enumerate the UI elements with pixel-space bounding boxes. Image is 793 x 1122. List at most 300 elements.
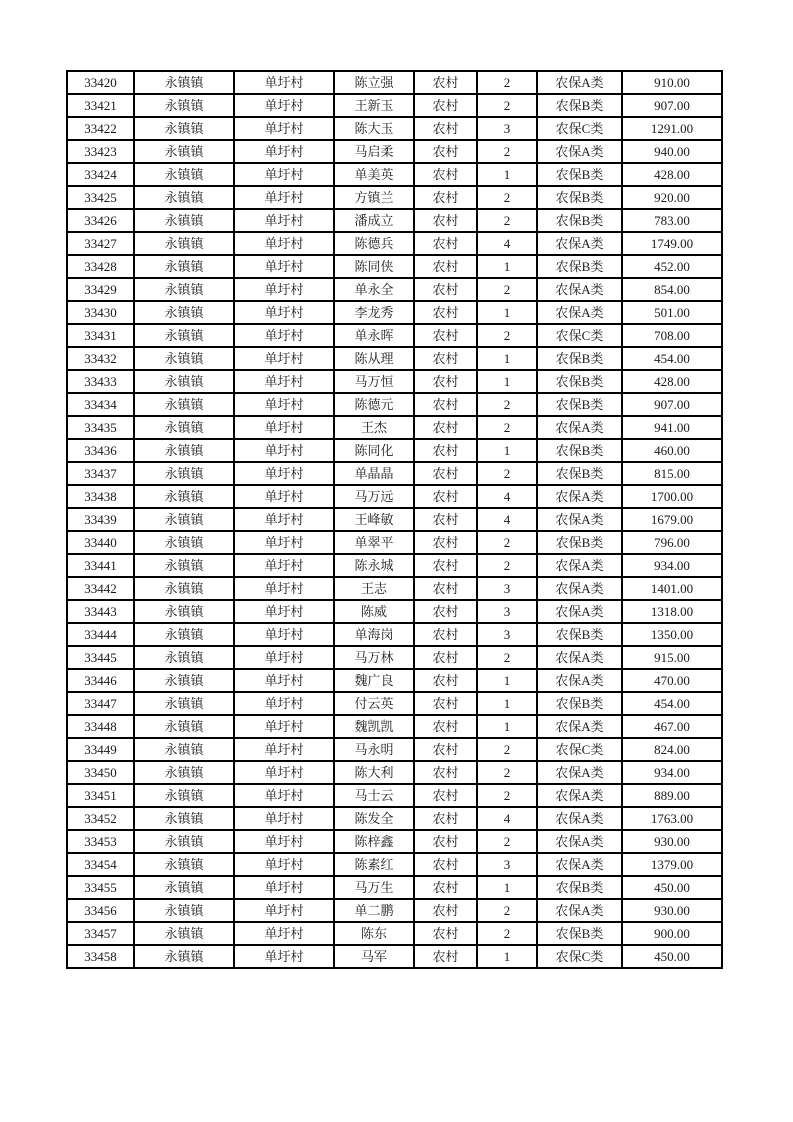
cell-count: 1 <box>477 301 537 324</box>
cell-id: 33448 <box>67 715 134 738</box>
cell-village: 单圩村 <box>234 71 334 94</box>
cell-count: 1 <box>477 347 537 370</box>
cell-category: 农保C类 <box>537 945 622 968</box>
cell-category: 农保B类 <box>537 393 622 416</box>
cell-amount: 1401.00 <box>622 577 722 600</box>
cell-residence: 农村 <box>414 140 477 163</box>
cell-amount: 796.00 <box>622 531 722 554</box>
cell-amount: 910.00 <box>622 71 722 94</box>
cell-town: 永镇镇 <box>134 830 234 853</box>
cell-count: 2 <box>477 738 537 761</box>
cell-id: 33441 <box>67 554 134 577</box>
cell-town: 永镇镇 <box>134 508 234 531</box>
cell-id: 33457 <box>67 922 134 945</box>
cell-category: 农保C类 <box>537 738 622 761</box>
cell-village: 单圩村 <box>234 462 334 485</box>
cell-category: 农保A类 <box>537 669 622 692</box>
table-row <box>67 347 722 370</box>
cell-town: 永镇镇 <box>134 439 234 462</box>
cell-category: 农保A类 <box>537 508 622 531</box>
table-row <box>67 370 722 393</box>
table-row <box>67 163 722 186</box>
cell-village: 单圩村 <box>234 945 334 968</box>
cell-village: 单圩村 <box>234 554 334 577</box>
cell-village: 单圩村 <box>234 301 334 324</box>
table-body <box>67 71 722 968</box>
cell-id: 33425 <box>67 186 134 209</box>
cell-residence: 农村 <box>414 393 477 416</box>
cell-village: 单圩村 <box>234 669 334 692</box>
cell-village: 单圩村 <box>234 416 334 439</box>
table-row <box>67 669 722 692</box>
cell-village: 单圩村 <box>234 324 334 347</box>
cell-residence: 农村 <box>414 531 477 554</box>
cell-residence: 农村 <box>414 462 477 485</box>
cell-residence: 农村 <box>414 899 477 922</box>
cell-amount: 454.00 <box>622 692 722 715</box>
cell-count: 3 <box>477 577 537 600</box>
cell-category: 农保A类 <box>537 853 622 876</box>
cell-residence: 农村 <box>414 876 477 899</box>
cell-id: 33450 <box>67 761 134 784</box>
cell-category: 农保A类 <box>537 232 622 255</box>
cell-town: 永镇镇 <box>134 370 234 393</box>
cell-village: 单圩村 <box>234 807 334 830</box>
table-row <box>67 416 722 439</box>
cell-residence: 农村 <box>414 692 477 715</box>
cell-count: 2 <box>477 278 537 301</box>
table-row <box>67 623 722 646</box>
table-row <box>67 94 722 117</box>
cell-village: 单圩村 <box>234 531 334 554</box>
cell-residence: 农村 <box>414 232 477 255</box>
table-row <box>67 577 722 600</box>
cell-residence: 农村 <box>414 370 477 393</box>
cell-residence: 农村 <box>414 439 477 462</box>
cell-count: 2 <box>477 209 537 232</box>
table-row <box>67 485 722 508</box>
cell-count: 2 <box>477 94 537 117</box>
table-row <box>67 255 722 278</box>
cell-amount: 900.00 <box>622 922 722 945</box>
cell-name: 魏广良 <box>334 669 414 692</box>
table-row <box>67 209 722 232</box>
cell-count: 2 <box>477 531 537 554</box>
cell-category: 农保B类 <box>537 370 622 393</box>
cell-residence: 农村 <box>414 945 477 968</box>
cell-town: 永镇镇 <box>134 669 234 692</box>
cell-name: 潘成立 <box>334 209 414 232</box>
cell-name: 方镇兰 <box>334 186 414 209</box>
cell-town: 永镇镇 <box>134 853 234 876</box>
cell-id: 33454 <box>67 853 134 876</box>
table-row <box>67 531 722 554</box>
cell-amount: 907.00 <box>622 94 722 117</box>
cell-town: 永镇镇 <box>134 324 234 347</box>
cell-category: 农保A类 <box>537 554 622 577</box>
cell-amount: 452.00 <box>622 255 722 278</box>
cell-id: 33420 <box>67 71 134 94</box>
cell-count: 1 <box>477 876 537 899</box>
cell-category: 农保B类 <box>537 623 622 646</box>
cell-category: 农保B类 <box>537 462 622 485</box>
cell-name: 陈立强 <box>334 71 414 94</box>
table-row <box>67 554 722 577</box>
cell-category: 农保B类 <box>537 94 622 117</box>
cell-town: 永镇镇 <box>134 945 234 968</box>
cell-amount: 460.00 <box>622 439 722 462</box>
cell-town: 永镇镇 <box>134 899 234 922</box>
cell-village: 单圩村 <box>234 393 334 416</box>
cell-residence: 农村 <box>414 830 477 853</box>
cell-count: 2 <box>477 899 537 922</box>
cell-residence: 农村 <box>414 163 477 186</box>
cell-residence: 农村 <box>414 646 477 669</box>
table-row <box>67 646 722 669</box>
cell-town: 永镇镇 <box>134 140 234 163</box>
cell-village: 单圩村 <box>234 163 334 186</box>
cell-name: 马万远 <box>334 485 414 508</box>
cell-count: 2 <box>477 140 537 163</box>
cell-id: 33432 <box>67 347 134 370</box>
cell-name: 王新玉 <box>334 94 414 117</box>
cell-id: 33446 <box>67 669 134 692</box>
table-row <box>67 853 722 876</box>
cell-village: 单圩村 <box>234 485 334 508</box>
cell-residence: 农村 <box>414 71 477 94</box>
cell-town: 永镇镇 <box>134 715 234 738</box>
cell-name: 陈东 <box>334 922 414 945</box>
cell-village: 单圩村 <box>234 922 334 945</box>
cell-name: 王志 <box>334 577 414 600</box>
cell-category: 农保A类 <box>537 784 622 807</box>
cell-category: 农保B类 <box>537 922 622 945</box>
roster-table <box>66 70 723 969</box>
cell-id: 33431 <box>67 324 134 347</box>
cell-count: 1 <box>477 439 537 462</box>
table-row <box>67 301 722 324</box>
table-row <box>67 715 722 738</box>
cell-count: 2 <box>477 830 537 853</box>
table-row <box>67 71 722 94</box>
cell-id: 33445 <box>67 646 134 669</box>
cell-category: 农保A类 <box>537 301 622 324</box>
cell-count: 4 <box>477 807 537 830</box>
cell-count: 3 <box>477 853 537 876</box>
cell-village: 单圩村 <box>234 830 334 853</box>
cell-name: 马士云 <box>334 784 414 807</box>
cell-amount: 930.00 <box>622 899 722 922</box>
cell-count: 4 <box>477 508 537 531</box>
cell-amount: 708.00 <box>622 324 722 347</box>
cell-category: 农保B类 <box>537 186 622 209</box>
cell-id: 33424 <box>67 163 134 186</box>
cell-amount: 1749.00 <box>622 232 722 255</box>
cell-category: 农保A类 <box>537 761 622 784</box>
cell-residence: 农村 <box>414 922 477 945</box>
cell-village: 单圩村 <box>234 94 334 117</box>
table-row <box>67 876 722 899</box>
cell-village: 单圩村 <box>234 278 334 301</box>
cell-id: 33444 <box>67 623 134 646</box>
cell-id: 33438 <box>67 485 134 508</box>
cell-residence: 农村 <box>414 209 477 232</box>
cell-amount: 915.00 <box>622 646 722 669</box>
cell-town: 永镇镇 <box>134 807 234 830</box>
cell-town: 永镇镇 <box>134 623 234 646</box>
cell-category: 农保C类 <box>537 324 622 347</box>
table-row <box>67 945 722 968</box>
table-row <box>67 761 722 784</box>
cell-name: 单晶晶 <box>334 462 414 485</box>
cell-village: 单圩村 <box>234 255 334 278</box>
cell-category: 农保B类 <box>537 876 622 899</box>
cell-id: 33458 <box>67 945 134 968</box>
cell-id: 33429 <box>67 278 134 301</box>
cell-category: 农保A类 <box>537 715 622 738</box>
cell-id: 33427 <box>67 232 134 255</box>
cell-town: 永镇镇 <box>134 416 234 439</box>
cell-id: 33443 <box>67 600 134 623</box>
cell-count: 2 <box>477 462 537 485</box>
cell-name: 单海岗 <box>334 623 414 646</box>
cell-name: 马军 <box>334 945 414 968</box>
cell-village: 单圩村 <box>234 784 334 807</box>
cell-town: 永镇镇 <box>134 485 234 508</box>
cell-amount: 1763.00 <box>622 807 722 830</box>
cell-count: 2 <box>477 922 537 945</box>
cell-name: 李龙秀 <box>334 301 414 324</box>
table-row <box>67 899 722 922</box>
cell-id: 33451 <box>67 784 134 807</box>
cell-town: 永镇镇 <box>134 117 234 140</box>
cell-town: 永镇镇 <box>134 209 234 232</box>
cell-id: 33442 <box>67 577 134 600</box>
cell-residence: 农村 <box>414 623 477 646</box>
cell-name: 陈威 <box>334 600 414 623</box>
cell-town: 永镇镇 <box>134 738 234 761</box>
cell-village: 单圩村 <box>234 347 334 370</box>
cell-count: 2 <box>477 324 537 347</box>
table-row <box>67 393 722 416</box>
cell-name: 单翠平 <box>334 531 414 554</box>
cell-amount: 934.00 <box>622 761 722 784</box>
table-row <box>67 324 722 347</box>
cell-residence: 农村 <box>414 807 477 830</box>
cell-amount: 450.00 <box>622 945 722 968</box>
cell-town: 永镇镇 <box>134 347 234 370</box>
cell-town: 永镇镇 <box>134 186 234 209</box>
cell-residence: 农村 <box>414 117 477 140</box>
cell-residence: 农村 <box>414 738 477 761</box>
cell-category: 农保B类 <box>537 163 622 186</box>
cell-residence: 农村 <box>414 784 477 807</box>
cell-name: 单美英 <box>334 163 414 186</box>
cell-name: 马启柔 <box>334 140 414 163</box>
cell-name: 陈同化 <box>334 439 414 462</box>
cell-town: 永镇镇 <box>134 232 234 255</box>
cell-category: 农保A类 <box>537 830 622 853</box>
cell-town: 永镇镇 <box>134 784 234 807</box>
table-row <box>67 186 722 209</box>
cell-village: 单圩村 <box>234 600 334 623</box>
cell-category: 农保A类 <box>537 600 622 623</box>
cell-town: 永镇镇 <box>134 761 234 784</box>
cell-count: 3 <box>477 117 537 140</box>
cell-amount: 824.00 <box>622 738 722 761</box>
cell-amount: 454.00 <box>622 347 722 370</box>
cell-amount: 1679.00 <box>622 508 722 531</box>
cell-id: 33434 <box>67 393 134 416</box>
cell-village: 单圩村 <box>234 715 334 738</box>
cell-village: 单圩村 <box>234 140 334 163</box>
cell-id: 33430 <box>67 301 134 324</box>
table-row <box>67 117 722 140</box>
cell-id: 33435 <box>67 416 134 439</box>
cell-village: 单圩村 <box>234 577 334 600</box>
cell-amount: 1350.00 <box>622 623 722 646</box>
cell-amount: 934.00 <box>622 554 722 577</box>
cell-name: 陈大利 <box>334 761 414 784</box>
cell-count: 1 <box>477 370 537 393</box>
cell-id: 33423 <box>67 140 134 163</box>
cell-count: 2 <box>477 416 537 439</box>
cell-village: 单圩村 <box>234 853 334 876</box>
cell-town: 永镇镇 <box>134 577 234 600</box>
table-row <box>67 232 722 255</box>
table-row <box>67 508 722 531</box>
cell-category: 农保A类 <box>537 140 622 163</box>
cell-name: 马永明 <box>334 738 414 761</box>
cell-village: 单圩村 <box>234 692 334 715</box>
cell-count: 1 <box>477 163 537 186</box>
cell-amount: 920.00 <box>622 186 722 209</box>
cell-category: 农保A类 <box>537 899 622 922</box>
cell-count: 3 <box>477 623 537 646</box>
cell-town: 永镇镇 <box>134 301 234 324</box>
cell-residence: 农村 <box>414 554 477 577</box>
table-row <box>67 140 722 163</box>
cell-town: 永镇镇 <box>134 163 234 186</box>
cell-id: 33447 <box>67 692 134 715</box>
cell-residence: 农村 <box>414 255 477 278</box>
cell-id: 33422 <box>67 117 134 140</box>
cell-amount: 1318.00 <box>622 600 722 623</box>
cell-count: 2 <box>477 761 537 784</box>
cell-id: 33437 <box>67 462 134 485</box>
cell-count: 2 <box>477 784 537 807</box>
table-row <box>67 278 722 301</box>
cell-village: 单圩村 <box>234 761 334 784</box>
cell-name: 魏凯凯 <box>334 715 414 738</box>
cell-town: 永镇镇 <box>134 462 234 485</box>
cell-count: 1 <box>477 692 537 715</box>
cell-name: 王峰敏 <box>334 508 414 531</box>
cell-id: 33449 <box>67 738 134 761</box>
cell-town: 永镇镇 <box>134 692 234 715</box>
cell-category: 农保A类 <box>537 416 622 439</box>
cell-name: 马万恒 <box>334 370 414 393</box>
cell-amount: 470.00 <box>622 669 722 692</box>
cell-town: 永镇镇 <box>134 71 234 94</box>
cell-category: 农保B类 <box>537 255 622 278</box>
cell-count: 2 <box>477 186 537 209</box>
cell-name: 陈素红 <box>334 853 414 876</box>
cell-residence: 农村 <box>414 301 477 324</box>
cell-amount: 1700.00 <box>622 485 722 508</box>
cell-count: 3 <box>477 600 537 623</box>
cell-village: 单圩村 <box>234 117 334 140</box>
cell-count: 1 <box>477 255 537 278</box>
cell-town: 永镇镇 <box>134 94 234 117</box>
cell-amount: 428.00 <box>622 163 722 186</box>
table-row <box>67 738 722 761</box>
cell-id: 33426 <box>67 209 134 232</box>
cell-residence: 农村 <box>414 94 477 117</box>
cell-count: 2 <box>477 393 537 416</box>
cell-id: 33440 <box>67 531 134 554</box>
cell-town: 永镇镇 <box>134 600 234 623</box>
cell-town: 永镇镇 <box>134 531 234 554</box>
cell-amount: 501.00 <box>622 301 722 324</box>
table-row <box>67 600 722 623</box>
cell-name: 陈德元 <box>334 393 414 416</box>
cell-village: 单圩村 <box>234 623 334 646</box>
cell-category: 农保B类 <box>537 692 622 715</box>
cell-id: 33456 <box>67 899 134 922</box>
cell-category: 农保C类 <box>537 117 622 140</box>
cell-name: 陈德兵 <box>334 232 414 255</box>
cell-amount: 930.00 <box>622 830 722 853</box>
cell-residence: 农村 <box>414 761 477 784</box>
cell-village: 单圩村 <box>234 439 334 462</box>
cell-name: 单永晖 <box>334 324 414 347</box>
cell-amount: 889.00 <box>622 784 722 807</box>
cell-residence: 农村 <box>414 600 477 623</box>
cell-count: 4 <box>477 485 537 508</box>
cell-name: 王杰 <box>334 416 414 439</box>
cell-amount: 467.00 <box>622 715 722 738</box>
cell-name: 陈发全 <box>334 807 414 830</box>
cell-id: 33428 <box>67 255 134 278</box>
cell-residence: 农村 <box>414 485 477 508</box>
cell-category: 农保A类 <box>537 807 622 830</box>
cell-id: 33436 <box>67 439 134 462</box>
cell-residence: 农村 <box>414 324 477 347</box>
cell-town: 永镇镇 <box>134 255 234 278</box>
cell-village: 单圩村 <box>234 186 334 209</box>
cell-village: 单圩村 <box>234 232 334 255</box>
cell-id: 33452 <box>67 807 134 830</box>
table-row <box>67 830 722 853</box>
cell-name: 陈大玉 <box>334 117 414 140</box>
cell-village: 单圩村 <box>234 738 334 761</box>
cell-village: 单圩村 <box>234 646 334 669</box>
cell-village: 单圩村 <box>234 370 334 393</box>
cell-name: 陈永城 <box>334 554 414 577</box>
table-row <box>67 692 722 715</box>
cell-village: 单圩村 <box>234 209 334 232</box>
cell-id: 33453 <box>67 830 134 853</box>
cell-town: 永镇镇 <box>134 554 234 577</box>
cell-name: 陈同侠 <box>334 255 414 278</box>
cell-name: 陈从理 <box>334 347 414 370</box>
cell-amount: 783.00 <box>622 209 722 232</box>
cell-category: 农保A类 <box>537 577 622 600</box>
cell-category: 农保A类 <box>537 278 622 301</box>
cell-residence: 农村 <box>414 347 477 370</box>
cell-village: 单圩村 <box>234 899 334 922</box>
